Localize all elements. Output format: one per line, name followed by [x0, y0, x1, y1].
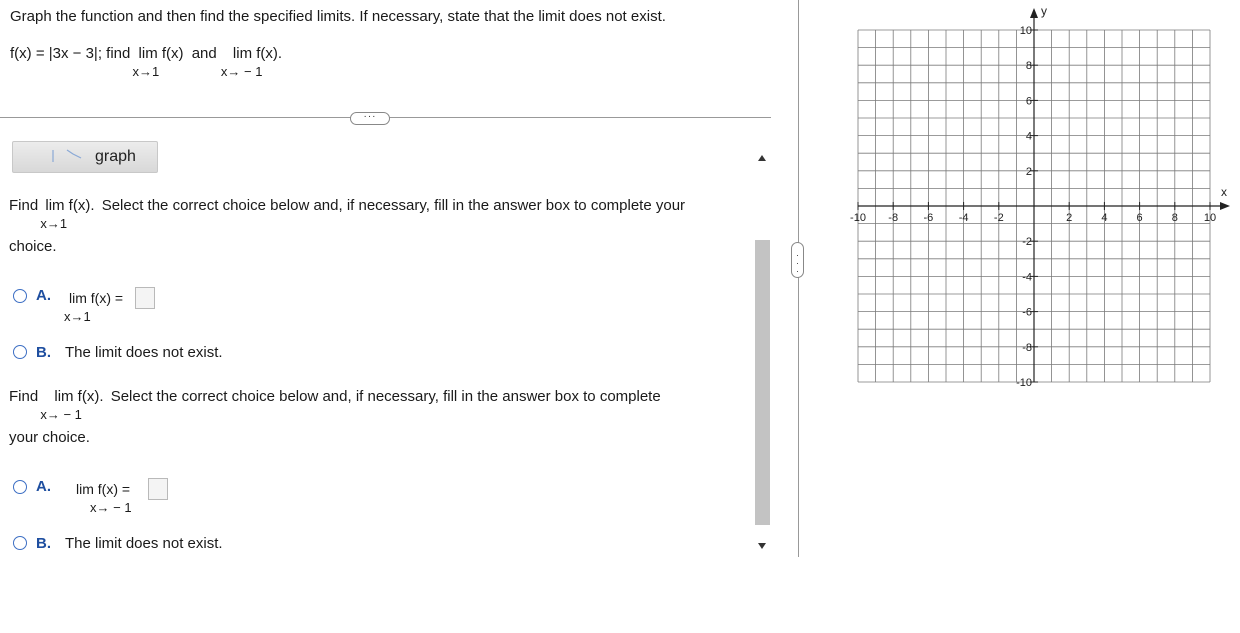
- x-axis-arrow: [1220, 202, 1230, 210]
- y-axis-label: y: [1041, 4, 1047, 18]
- panel-divider[interactable]: [798, 0, 799, 557]
- scroll-down-arrow-icon[interactable]: [757, 542, 767, 550]
- q2-option-a-letter: A.: [36, 478, 51, 495]
- panel-resize-handle[interactable]: · · ·: [791, 242, 804, 278]
- q2-limit: [40, 388, 104, 422]
- q1-answer-input[interactable]: [135, 287, 155, 309]
- x-axis-label: x: [1221, 185, 1227, 199]
- q1-limit-subscript: x→1: [40, 216, 68, 231]
- y-tick-label: -4: [1022, 271, 1032, 284]
- q1-option-b-radio[interactable]: [13, 345, 27, 359]
- x-tick-label: -10: [850, 212, 866, 224]
- q2-option-a-expression: [76, 481, 132, 515]
- limit-1-subscript: x→1: [132, 64, 160, 79]
- x-tick-label: 4: [1101, 212, 1108, 224]
- q1-find-text: Find: [9, 197, 39, 214]
- question-2-prompt: [9, 388, 661, 422]
- q2-limit-subscript: x→ − 1: [40, 407, 82, 422]
- y-tick-label: 10: [1019, 25, 1032, 37]
- limit-expression-2: [220, 45, 283, 79]
- y-tick-label: -6: [1022, 306, 1032, 319]
- y-tick-label: -2: [1022, 236, 1032, 249]
- y-tick-label: 6: [1025, 95, 1032, 108]
- scrollbar-thumb[interactable]: [755, 240, 770, 525]
- q1-option-a-letter: A.: [36, 287, 51, 304]
- q2-find-text: Find: [9, 388, 39, 405]
- q2-instruction-text: Select the correct choice below and, if necessary, fill in the answer box to complete: [110, 388, 661, 405]
- q2-option-a-radio[interactable]: [13, 480, 27, 494]
- scroll-up-arrow-icon[interactable]: [757, 154, 767, 162]
- q1-limit-text: lim f(x).: [45, 197, 95, 214]
- and-text: and: [191, 45, 217, 62]
- q1-limit: [40, 197, 95, 231]
- y-tick-label: 2: [1025, 165, 1032, 178]
- limit-expression-1: [132, 45, 184, 79]
- q1-option-b-letter: B.: [36, 344, 51, 361]
- q1-instruction-text: Select the correct choice below and, if necessary, fill in the answer box to complete your: [101, 197, 686, 214]
- limit-2-text: lim f(x).: [232, 45, 283, 62]
- q1-option-a-expression: [64, 290, 124, 324]
- q2-limit-text: lim f(x).: [54, 388, 104, 405]
- x-tick-label: 8: [1171, 212, 1178, 224]
- y-tick-label: -8: [1022, 341, 1032, 354]
- q2-answer-input[interactable]: [148, 478, 168, 500]
- coordinate-grid[interactable]: [845, 0, 1240, 400]
- q2-option-b-letter: B.: [36, 535, 51, 552]
- q1-option-a-limit: [64, 290, 124, 324]
- function-text: f(x) = |3x − 3|; find: [10, 45, 131, 62]
- x-tick-label: 6: [1136, 212, 1143, 224]
- q2-instruction-continued: your choice.: [9, 429, 90, 446]
- q2-option-b-radio[interactable]: [13, 536, 27, 550]
- graph-tool-label: graph: [95, 148, 136, 165]
- problem-statement: [10, 45, 283, 79]
- more-options-button[interactable]: ···: [350, 112, 390, 125]
- y-tick-label: -10: [1016, 377, 1032, 389]
- limit-2-subscript: x→ − 1: [220, 64, 263, 79]
- y-tick-label: 8: [1025, 60, 1032, 73]
- q1-option-a-limit-text: lim f(x) =: [69, 290, 124, 306]
- graph-tool-icon: [51, 148, 91, 164]
- q2-option-a-limit: [76, 481, 132, 515]
- x-tick-label: -4: [958, 212, 969, 224]
- q1-option-a-subscript: x→1: [64, 309, 91, 324]
- limit-1-text: lim f(x): [138, 45, 184, 62]
- x-tick-label: -2: [993, 212, 1004, 224]
- question-1-prompt: [9, 197, 686, 231]
- y-tick-label: 4: [1025, 130, 1032, 143]
- q1-instruction-continued: choice.: [9, 238, 57, 255]
- q2-option-a-limit-text: lim f(x) =: [76, 481, 131, 497]
- q1-option-a-radio[interactable]: [13, 289, 27, 303]
- problem-instruction: Graph the function and then find the specified limits. If necessary, state that the limit does not exist.: [10, 8, 666, 25]
- q2-option-a-subscript: x→ − 1: [90, 500, 132, 515]
- x-tick-label: -6: [923, 212, 934, 224]
- y-axis-arrow: [1030, 8, 1038, 18]
- q2-option-b-text: The limit does not exist.: [65, 535, 223, 552]
- x-tick-label: -8: [888, 212, 899, 224]
- q1-option-b-text: The limit does not exist.: [65, 344, 223, 361]
- x-tick-label: 2: [1066, 212, 1073, 224]
- graph-tool-button[interactable]: [12, 141, 158, 173]
- x-tick-label: 10: [1203, 212, 1217, 224]
